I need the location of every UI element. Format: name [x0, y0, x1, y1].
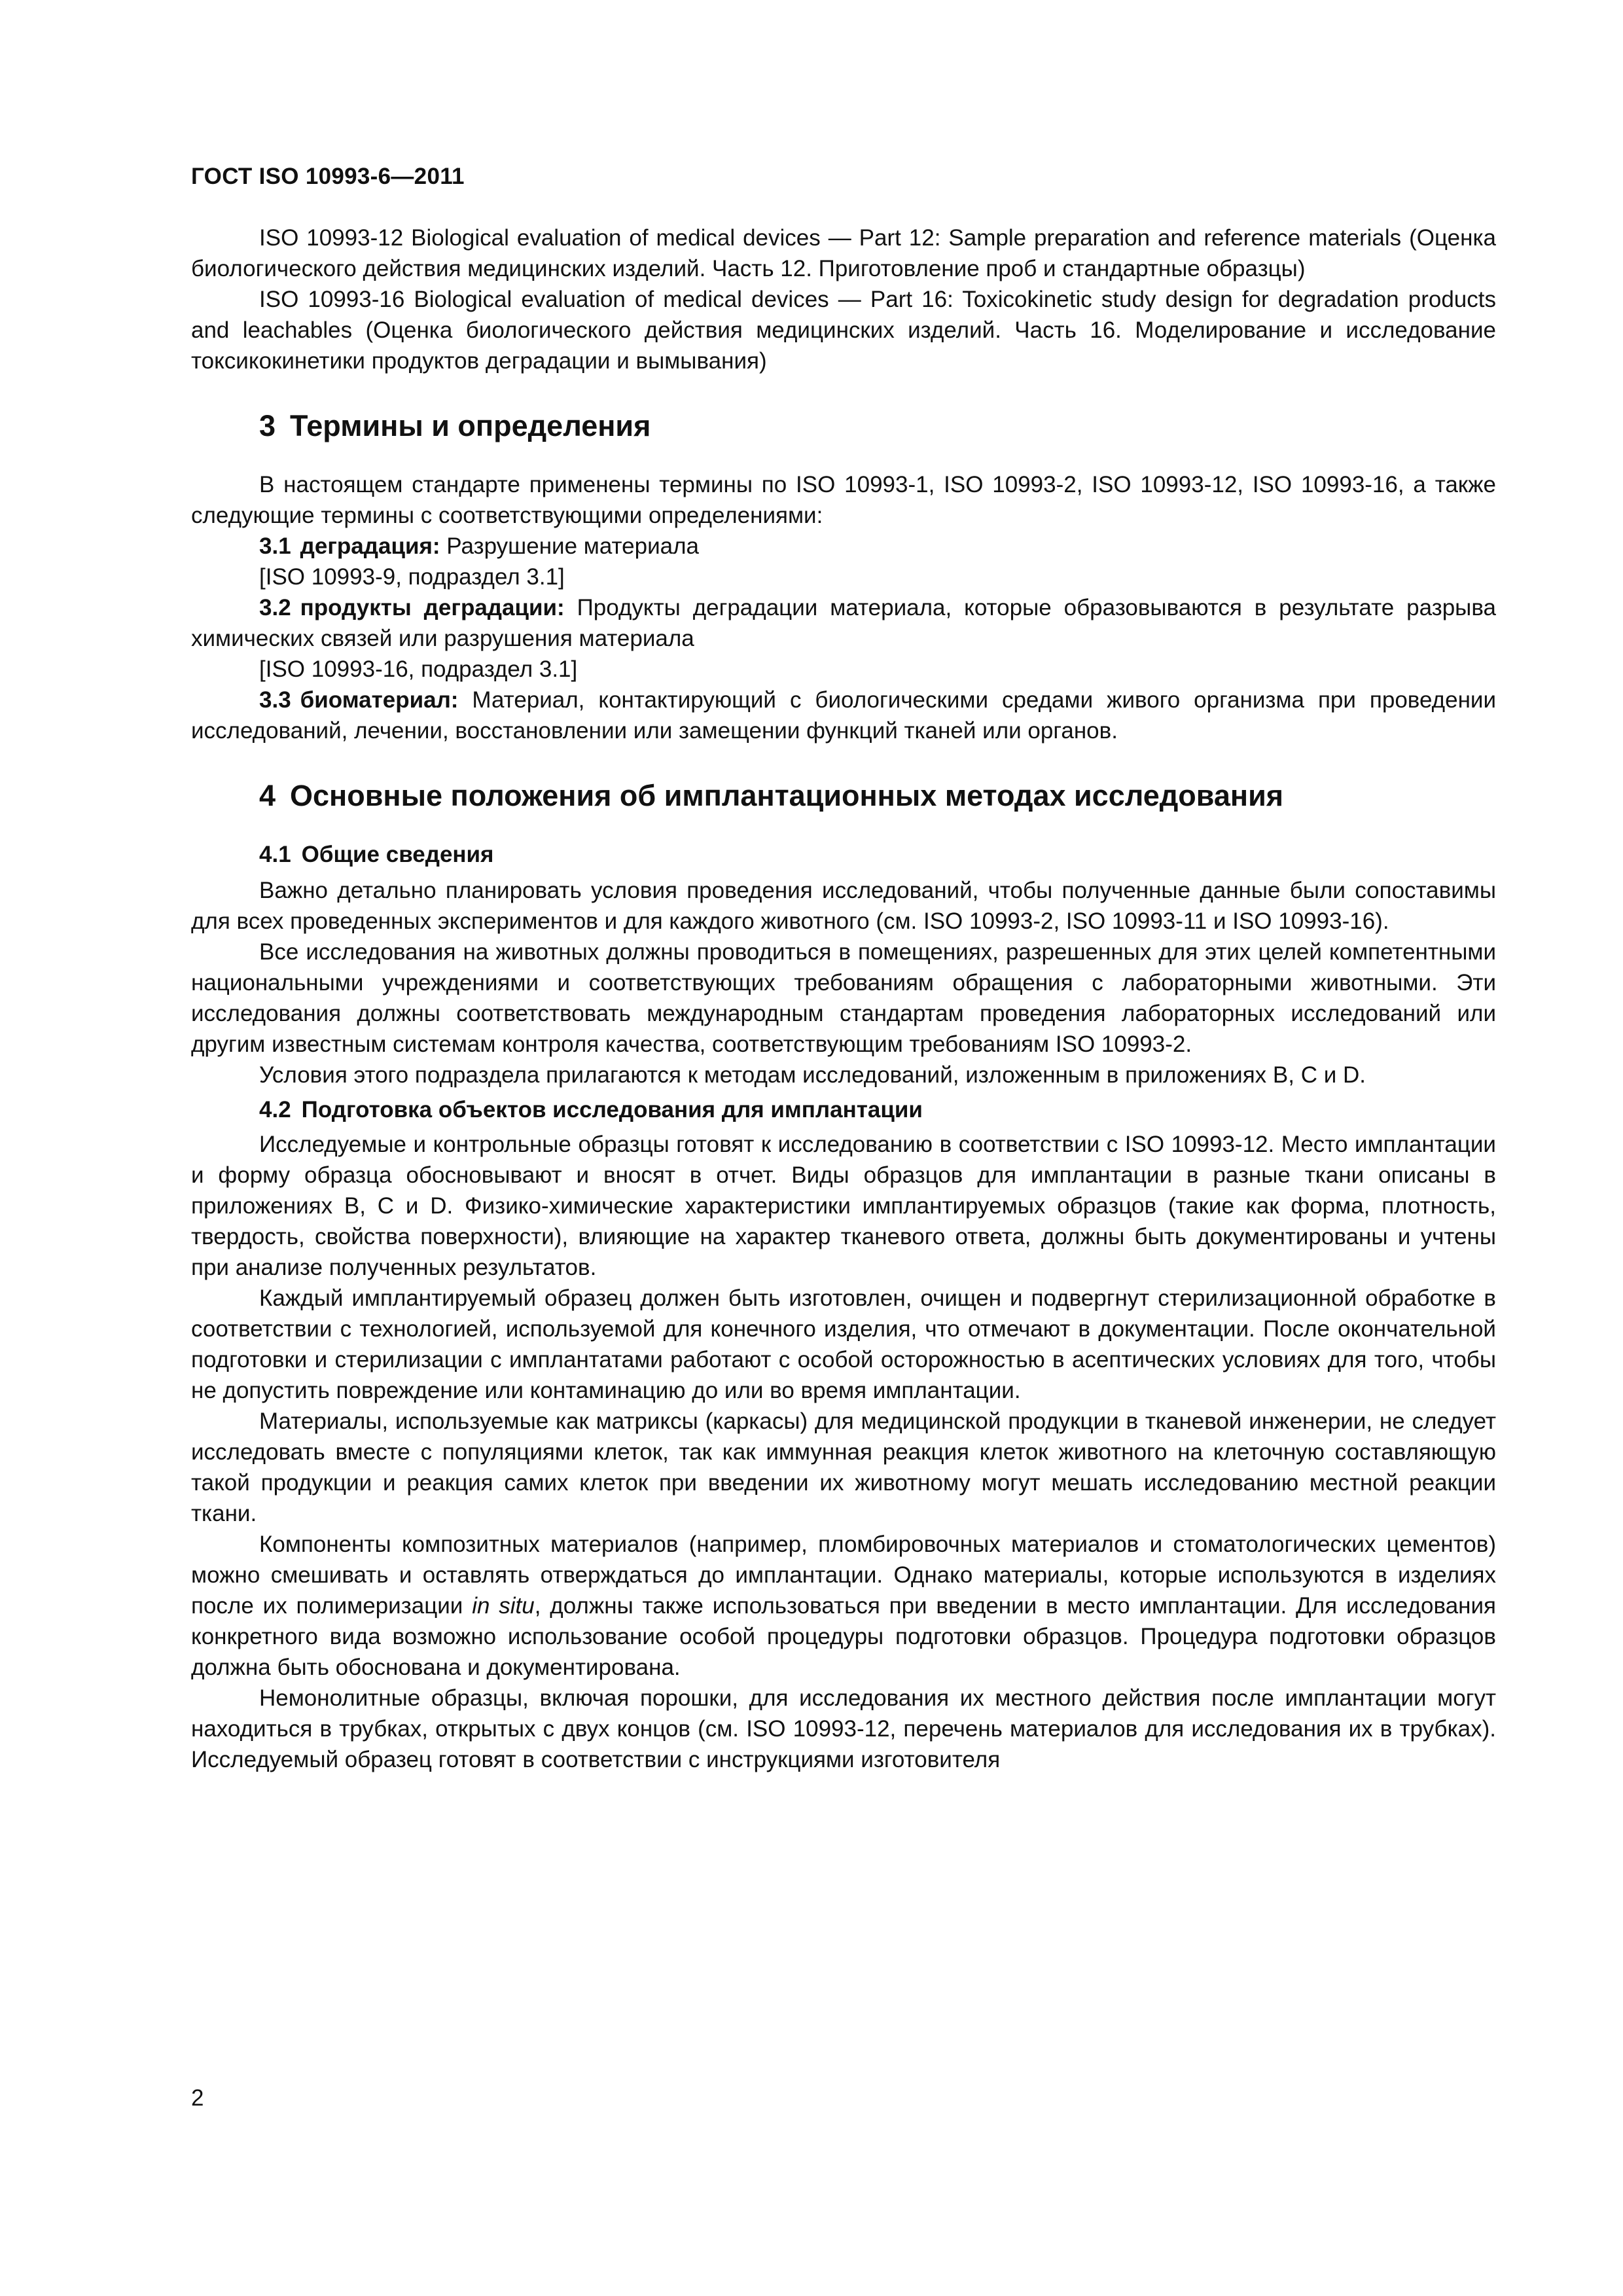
term-name: продукты деградации:	[300, 595, 565, 620]
subsection-4-2-heading	[191, 1094, 1496, 1125]
term-3-1	[191, 531, 1496, 562]
paragraph: Немонолитные образцы, включая порошки, для исследования их местного действия после имплантации могут находиться в трубках, открытых с двух концов (см. ISO 10993-12, перечень материалов для исследования их в трубках). Исследуемый образец готовят в соответствии с инструкциями изготовителя	[191, 1685, 1496, 1772]
section-title: Термины и определения	[290, 409, 651, 442]
subsection-number: 4.2	[259, 1097, 291, 1122]
section-number: 4	[259, 779, 276, 812]
paragraph	[191, 1529, 1496, 1683]
page-content	[191, 223, 1496, 1775]
subsection-title: Подготовка объектов исследования для имплантации	[301, 1097, 923, 1122]
subsection-title: Общие сведения	[301, 842, 494, 867]
term-definition: Разрушение материала	[440, 533, 700, 559]
paragraph: Важно детально планировать условия проведения исследований, чтобы полученные данные были сопоставимы для всех проведенных экспериментов и для каждого животного (см. ISO 10993-2, ISO 10993-11 и ISO 10993-16).	[191, 878, 1496, 934]
page-number: 2	[191, 2085, 204, 2111]
section-4-heading	[191, 778, 1496, 814]
reference-item: ISO 10993-16 Biological evaluation of medical devices — Part 16: Toxicokinetic study design for degradation products and leachables (Оценка биологического действия медицинских изделий. Часть 16. Моделирование и исследование токсикокинетики продуктов деградации и вымывания)	[191, 287, 1496, 374]
paragraph-text: , должны также использоваться при введении в место имплантации. Для исследования конкретного вида возможно использование особой процедуры подготовки образцов. Процедура подготовки образцов должна быть обоснована и документирована.	[191, 1593, 1496, 1680]
section-number: 3	[259, 409, 276, 442]
term-definition: Материал, контактирующий с биологическими средами живого организма при проведении исследований, лечении, восстановлении или замещении функций тканей или органов.	[191, 687, 1496, 744]
term-number: 3.1	[259, 533, 291, 559]
term-source: [ISO 10993-9, подраздел 3.1]	[259, 564, 565, 590]
term-source: [ISO 10993-16, подраздел 3.1]	[259, 656, 578, 682]
paragraph: Материалы, используемые как матриксы (каркасы) для медицинской продукции в тканевой инженерии, не следует исследовать вместе с популяциями клеток, так как иммунная реакция клеток животного на клеточную составляющую такой продукции и реакция самих клеток при введении их животному могут мешать исследованию местной реакции ткани.	[191, 1408, 1496, 1526]
term-3-2	[191, 592, 1496, 654]
term-number: 3.2	[259, 595, 291, 620]
term-definition: Продукты деградации материала, которые образовываются в результате разрыва химических связей или разрушения материала	[191, 595, 1497, 651]
paragraph: Исследуемые и контрольные образцы готовят к исследованию в соответствии с ISO 10993-12. Место имплантации и форму образца обосновывают и вносят в отчет. Виды образцов для имплантации в разные ткани описаны в приложениях B, C и D. Физико-химические характеристики имплантируемых образцов (такие как форма, плотность, твердость, свойства поверхности), влияющие на характер тканевого ответа, должны быть документированы и учтены при анализе полученных результатов.	[191, 1132, 1496, 1280]
term-name: биоматериал:	[300, 687, 459, 713]
term-name: деградация:	[300, 533, 440, 559]
paragraph: Каждый имплантируемый образец должен быть изготовлен, очищен и подвергнут стерилизационной обработке в соответствии с технологией, используемой для конечного изделия, что отмечают в документации. После окончательной подготовки и стерилизации с имплантатами работают с особой осторожностью в асептических условиях для того, чтобы не допустить повреждение или контаминацию до или во время имплантации.	[191, 1285, 1496, 1403]
document-code-header: ГОСТ ISO 10993-6—2011	[191, 164, 465, 189]
term-3-3	[191, 685, 1496, 746]
reference-item: ISO 10993-12 Biological evaluation of medical devices — Part 12: Sample preparation and reference materials (Оценка биологического действия медицинских изделий. Часть 12. Приготовление проб и стандартные образцы)	[191, 225, 1496, 281]
paragraph-text: Компоненты композитных материалов (например, пломбировочных материалов и стоматологических цементов) можно смешивать и оставлять отверждаться до имплантации. Однако материалы, которые используются в изделиях после их полимеризации	[191, 1532, 1496, 1619]
term-number: 3.3	[259, 687, 291, 713]
italic-term: in situ	[472, 1593, 535, 1619]
section-title: Основные положения об имплантационных методах исследования	[290, 779, 1283, 812]
paragraph: Все исследования на животных должны проводиться в помещениях, разрешенных для этих целей компетентными национальными учреждениями и соответствующих требованиям обращения с лабораторными животными. Эти исследования должны соответствовать международным стандартам проведения лабораторных исследований или другим известным системам контроля качества, соответствующим требованиям ISO 10993-2.	[191, 939, 1496, 1057]
section-3-intro: В настоящем стандарте применены термины по ISO 10993-1, ISO 10993-2, ISO 10993-12, ISO 10993-16, а также следующие термины с соответствующими определениями:	[191, 472, 1496, 528]
paragraph: Условия этого подраздела прилагаются к методам исследований, изложенным в приложениях B, C и D.	[259, 1062, 1366, 1088]
subsection-4-1-heading	[191, 839, 1496, 870]
subsection-number: 4.1	[259, 842, 291, 867]
section-3-heading	[191, 408, 1496, 444]
